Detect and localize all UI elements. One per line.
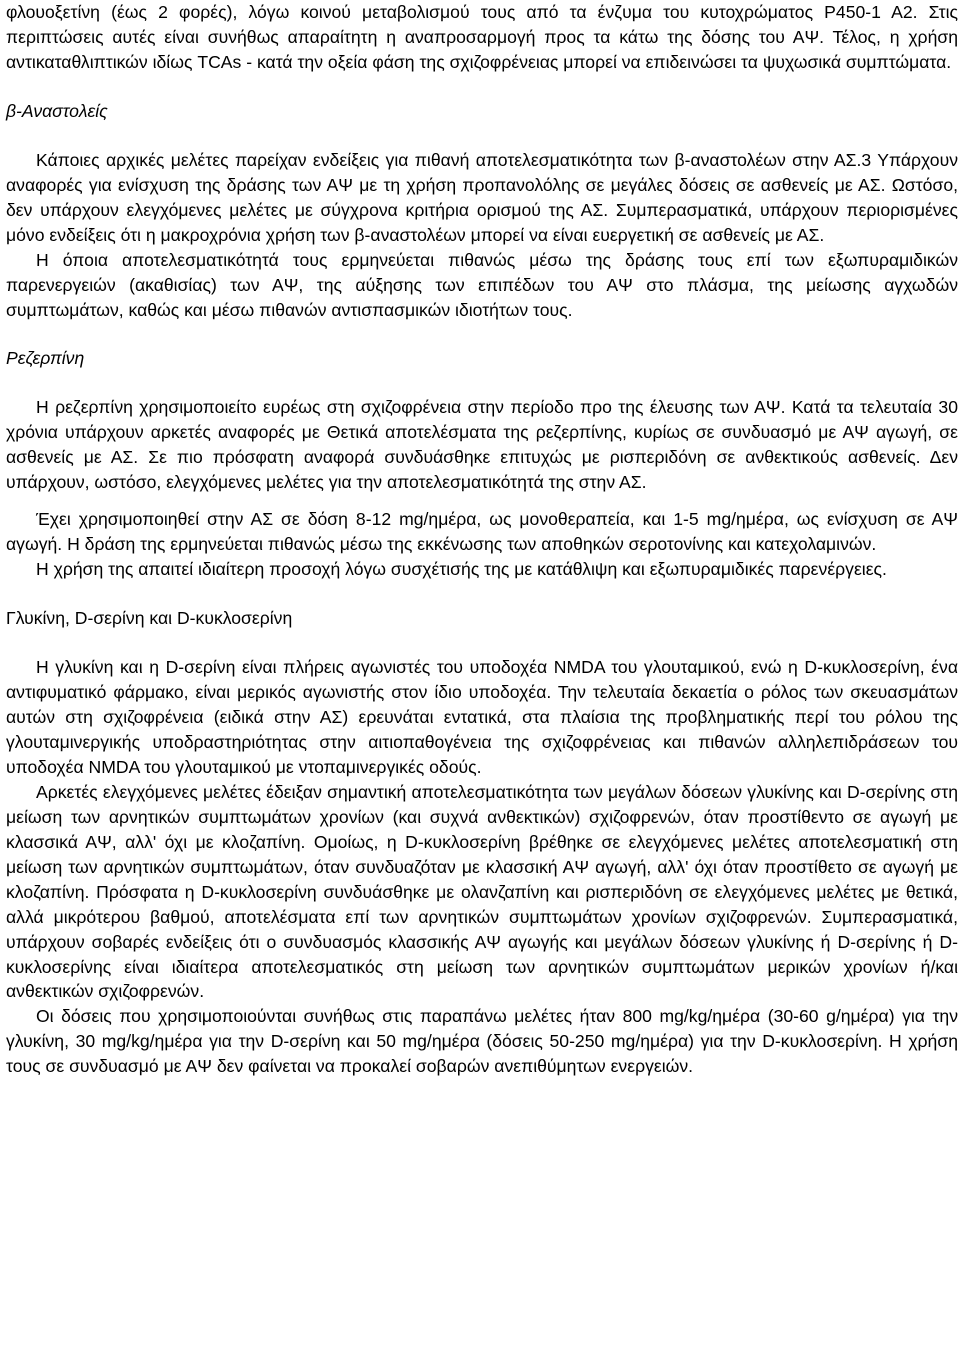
spacer bbox=[6, 322, 958, 346]
document-page bbox=[6, 0, 958, 1079]
glycine-paragraph-2: Αρκετές ελεγχόμενες μελέτες έδειξαν σημαντική αποτελεσματικότητα των μεγάλων δόσεων γλυκίνης και D-σερίνης στη μείωση των αρνητικών συμπτωμάτων χρονίων (και συχνά ανθεκτικών) σχιζοφρενών, όταν προστίθεντο σε αγωγή με κλασσικά ΑΨ, αλλ' όχι με κλοζαπίνη. Ομοίως, η D-κυκλοσερίνη βρέθηκε σε ελεγχόμενες μελέτες αποτελεσματική στη μείωση των αρνητικών συμπτωμάτων, όταν συνδυαζόταν με κλασσική ΑΨ αγωγή, αλλ' όχι όταν προστίθετο σε αγωγή με κλοζαπίνη. Πρόσφατα η D-κυκλοσερίνη συνδυάσθηκε με ολανζαπίνη και ρισπεριδόνη σε ελεγχόμενες μελέτες με θετικά, αλλά μικρότερου βαθμού, αποτελέσματα επί των αρνητικών συμπτωμάτων χρονίων σχιζοφρενών. Συμπερασματικά, υπάρχουν σοβαρές ενδείξεις ότι ο συνδυασμός κλασσικής ΑΨ αγωγής και μεγάλων δόσεων γλυκίνης ή D-σερίνης ή D-κυκλοσερίνης είναι ιδιαίτερα αποτελεσματικός στη μείωση των αρνητικών συμπτωμάτων μερικών χρονίων ή/και ανθεκτικών σχιζοφρενών. bbox=[6, 781, 958, 1002]
beta-blockers-paragraph-2: Η όποια αποτελεσματικότητά τους ερμηνεύεται πιθανώς μέσω της δράσης τους επί των εξωπυραμιδικών παρενεργειών (ακαθισίας) των ΑΨ, της αύξησης των επιπέδων του ΑΨ στο πλάσμα, της μείωσης αγχωδών συμπτωμάτων, καθώς και μέσω πιθανών αντισπασμικών ιδιοτήτων τους. bbox=[6, 249, 958, 320]
spacer bbox=[6, 495, 958, 507]
spacer bbox=[6, 371, 958, 395]
spacer bbox=[6, 124, 958, 148]
spacer bbox=[6, 75, 958, 99]
spacer bbox=[6, 631, 958, 655]
glycine-paragraph-3: Οι δόσεις που χρησιμοποιούνται συνήθως στις παραπάνω μελέτες ήταν 800 mg/kg/ημέρα (30-60 g/ημέρα) για την γλυκίνη, 30 mg/kg/ημέρα για την D-σερίνη και 50 mg/ημέρα (δόσεις 50-250 mg/ημέρα) για την D-κυκλοσερίνη. Η χρήση τους σε συνδυασμό με ΑΨ δεν φαίνεται να προκαλεί σοβαρών ανεπιθύμητων ενεργειών. bbox=[6, 1006, 958, 1077]
glycine-paragraph-1: Η γλυκίνη και η D-σερίνη είναι πλήρεις αγωνιστές του υποδοχέα NMDA του γλουταμικού, ενώ η D-κυκλοσερίνη, ένα αντιφυματικό φάρμακο, είναι μερικός αγωνιστής στον ίδιο υποδοχέα. Την τελευταία δεκαετία ο ρόλος των σκευασμάτων αυτών στη σχιζοφρένεια (ειδικά στην ΑΣ) ερευνάται εντατικά, στα πλαίσια της προβληματικής περί του ρόλου της γλουταμινεργικής υποδραστηριότητας στην αιτιοπαθογένεια της σχιζοφρένειας και πιθανών αλληλεπιδράσεων του υποδοχέα NMDA του γλουταμικού με ντοπαμινεργικές οδούς. bbox=[6, 657, 958, 777]
section-title-reserpine: Ρεζερπίνη bbox=[6, 348, 85, 369]
beta-blockers-paragraph-1: Κάποιες αρχικές μελέτες παρείχαν ενδείξεις για πιθανή αποτελεσματικότητα των β-αναστολέων στην ΑΣ.3 Υπάρχουν αναφορές για ενίσχυση της δράσης των ΑΨ με τη χρήση προπανολόλης σε μεγάλες δόσεις σε ασθενείς με ΑΣ. Ωστόσο, δεν υπάρχουν ελεγχόμενες μελέτες με σύγχρονα κριτήρια ορισμού της ΑΣ. Συμπερασματικά, υπάρχουν περιορισμένες μόνο ενδείξεις ότι η μακροχρόνια χρήση των β-αναστολέων μπορεί να είναι ευεργετική σε ασθενείς με ΑΣ. bbox=[6, 149, 958, 245]
reserpine-paragraph-2: Έχει χρησιμοποιηθεί στην ΑΣ σε δόση 8-12 mg/ημέρα, ως μονοθεραπεία, και 1-5 mg/ημέρα, ως ενίσχυση σε ΑΨ αγωγή. Η δράση της ερμηνεύεται πιθανώς μέσω της εκκένωσης των αποθηκών σεροτονίνης και κατεχολαμινών. bbox=[6, 509, 958, 555]
section-title-beta-blockers: β-Αναστολείς bbox=[6, 100, 108, 121]
reserpine-paragraph-1: Η ρεζερπίνη χρησιμοποιείτο ευρέως στη σχιζοφρένεια στην περίοδο προ της έλευσης των ΑΨ. Κατά τα τελευταία 30 χρόνια υπάρχουν αρκετές αναφορές με Θετικά αποτελέσματα της ρεζερπίνης, κυρίως σε συνδυασμό με ΑΨ αγωγή, σε ασθενείς με ΑΣ. Σε πιο πρόσφατη αναφορά συνδυάσθηκε επιτυχώς με ρισπεριδόνη σε ανθεκτικούς ασθενείς. Δεν υπάρχουν, ωστόσο, ελεγχόμενες μελέτες για την αποτελεσματικότητά της στην ΑΣ. bbox=[6, 397, 958, 493]
intro-paragraph: φλουοξετίνη (έως 2 φορές), λόγω κοινού μεταβολισμού τους από τα ένζυμα του κυτοχρώματος P450-1 A2. Στις περιπτώσεις αυτές είναι συνήθως απαραίτητη η αναπροσαρμογή προς τα κάτω της δόσης του ΑΨ. Τέλος, η χρήση αντικαταθλιπτικών ιδίως TCAs - κατά την οξεία φάση της σχιζοφρένειας μπορεί να επιδεινώσει τα ψυχωσικά συμπτώματα. bbox=[6, 2, 958, 72]
spacer bbox=[6, 582, 958, 606]
section-title-glycine: Γλυκίνη, D-σερίνη και D-κυκλοσερίνη bbox=[6, 608, 293, 629]
reserpine-paragraph-3: Η χρήση της απαιτεί ιδιαίτερη προσοχή λόγω συσχέτισής της με κατάθλιψη και εξωπυραμιδικές παρενέργειες. bbox=[36, 559, 887, 580]
